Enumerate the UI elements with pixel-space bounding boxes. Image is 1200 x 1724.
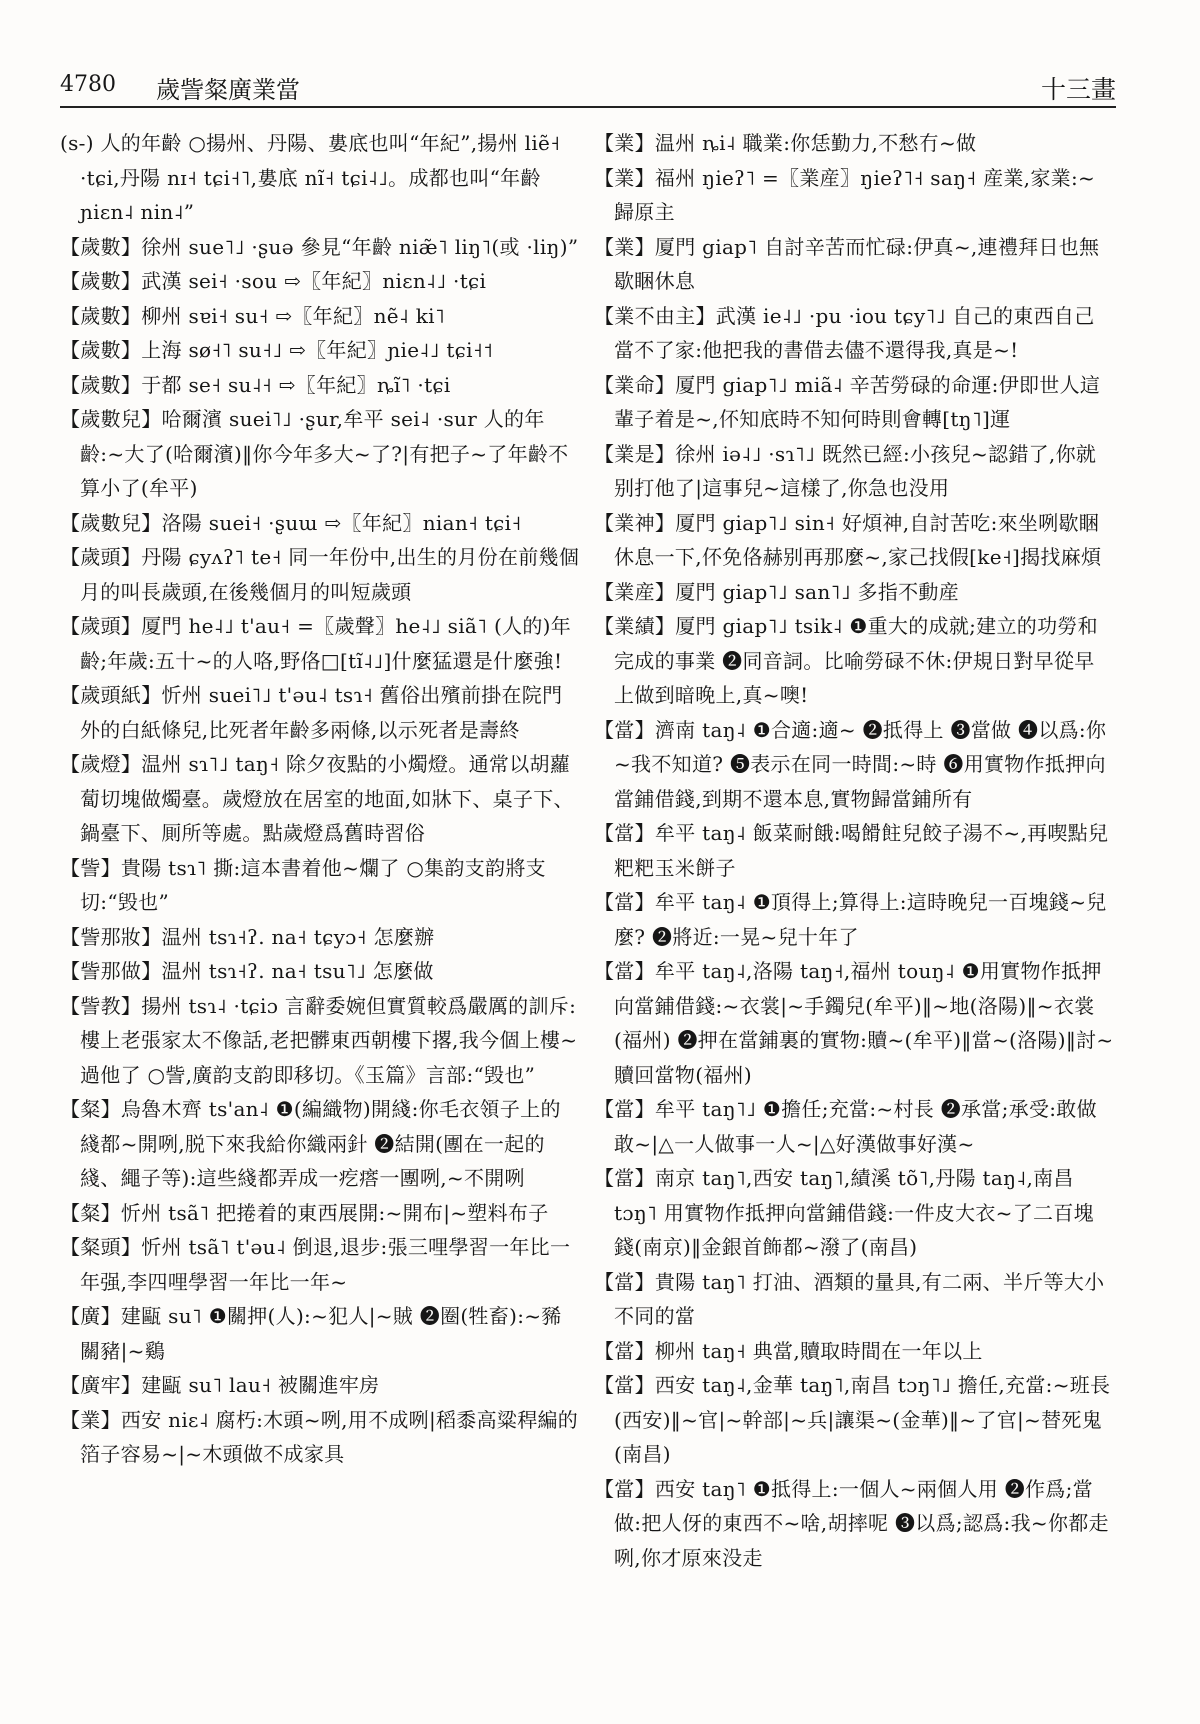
entry: 【歲數】徐州 sue˥˩ ·ʂuə 參見“年齡 niæ̃˥ liŋ˥(或 ·liŋ)”	[60, 234, 579, 259]
entry: 【歲頭】丹陽 ɕyʌʔ˥ te˧ 同一年份中,出生的月份在前幾個月的叫長歲頭,在後幾個月的叫短歲頭	[60, 545, 580, 604]
entry: 【當】南京 taŋ˥,西安 taŋ˥,績溪 tõ˥,丹陽 taŋ˨,南昌 tɔŋ˥ 用實物作抵押向當鋪借錢:一件皮大衣~了二百塊錢(南京)‖金銀首飾都~潑了(南昌)	[594, 1166, 1094, 1259]
entry: 【歲數兒】哈爾濱 suei˥˩ ·ʂur,牟平 sei˨ ·sur 人的年齡:~大了(哈爾濱)‖你今年多大~了?|有把子~了年齡不算小了(牟平)	[60, 407, 569, 500]
entry: 【粲頭】忻州 tsã˥ t'əu˨ 倒退,退步:張三哩學習一年比一年强,李四哩學習一年比一年~	[60, 1235, 571, 1294]
entry: 【訾】貴陽 tsɿ˥ 撕:這本書着他~爛了 ○集韵支韵將支切:“毁也”	[60, 855, 546, 914]
entry: 【當】牟平 taŋ˨ ❶頂得上;算得上:這時晚兒一百塊錢~兒麼? ❷將近:一晃~兒十年了	[594, 890, 1107, 949]
entry: 【廣】建甌 su˥ ❶關押(人):~犯人|~賊 ❷圈(牲畜):~豨關豬|~鷄	[60, 1304, 562, 1363]
entry: 【當】西安 taŋ˨,金華 taŋ˥,南昌 tɔŋ˥˩ 擔任,充當:~班長(西安)‖~官|~幹部|~兵|讓渠~(金華)‖~了官|~替死鬼(南昌)	[594, 1373, 1111, 1466]
entry: 【業績】厦門 giap˥˩ tsik˨ ❶重大的成就;建立的功勞和完成的事業 ❷同音詞。比喻勞碌不休:伊規日對早從早上做到暗晚上,真~噢!	[594, 614, 1098, 707]
entry: 【業神】厦門 giap˥˩ sin˧ 好煩神,自討苦吃:來坐咧歇睏休息一下,伓免佫赫别再那麼~,家己找假[ke˧]揭找麻煩	[594, 510, 1102, 569]
entry: 【當】柳州 taŋ˧ 典當,贖取時間在一年以上	[594, 1338, 983, 1363]
entry: 【歲數兒】洛陽 suei˧ ·ʂuɯ ⇨〖年紀〗nian˧ tɕi˧	[60, 510, 522, 535]
entry: 【粲】忻州 tsã˥ 把捲着的東西展開:~開布|~塑料布子	[60, 1200, 549, 1225]
entry: 【當】貴陽 taŋ˥ 打油、酒類的量具,有二兩、半斤等大小不同的當	[594, 1269, 1105, 1328]
entry: 【當】牟平 taŋ˥˩ ❶擔任;充當:~村長 ❷承當;承受:敢做敢~|△一人做事一人~|△好漢做事好漢~	[594, 1097, 1097, 1156]
entry: 【廣牢】建甌 su˥ lau˧ 被關進牢房	[60, 1373, 380, 1397]
entry: 【歲數】于都 se˧ su˨˧ ⇨〖年紀〗ȵĩ˥ ·tɕi	[60, 372, 451, 397]
entry: 【訾那做】温州 tsɿ˧ʔ. na˧ tsu˥˩ 怎麼做	[60, 959, 434, 983]
entry: 【歲頭紙】忻州 suei˥˩ t'əu˨ tsɿ˧ 舊俗出殯前掛在院門外的白紙條兒,比死者年齡多兩條,以示死者是壽終	[60, 683, 563, 742]
entry: 【業産】厦門 giap˥˩ san˥˩ 多指不動産	[594, 579, 960, 604]
entry: 【歲數】武漢 sei˧ ·sou ⇨〖年紀〗niɛn˨˩ ·tɕi	[60, 269, 487, 293]
entry: 【當】牟平 taŋ˨,洛陽 taŋ˧,福州 touŋ˨ ❶用實物作抵押向當鋪借錢:~衣裳|~手鐲兒(牟平)‖~地(洛陽)‖~衣裳(福州) ❷押在當鋪裏的實物:贖~(牟平)‖當~(洛陽)‖討~贖回當物(福州)	[594, 959, 1114, 1087]
entry: 【業是】徐州 iə˨˩ ·sɿ˥˩ 既然已經:小孩兒~認錯了,你就别打他了|這事兒~這樣了,你急也没用	[594, 441, 1097, 500]
header-rule	[60, 106, 1116, 108]
entry: 【粲】烏魯木齊 ts'an˨ ❶(編織物)開綫:你毛衣領子上的綫都~開咧,脱下來我給你織兩針 ❷結開(團在一起的綫、繩子等):這些綫都弄成一疙瘩一團咧,~不開咧	[60, 1097, 561, 1190]
entry: 【歲燈】温州 sɿ˥˩ taŋ˧ 除夕夜點的小燭燈。通常以胡蘿蔔切塊做燭臺。歲燈放在居室的地面,如牀下、桌子下、鍋臺下、厠所等處。點歲燈爲舊時習俗	[60, 752, 574, 845]
entry: 【訾教】揚州 tsɿ˨ ·tɕiɔ 言辭委婉但實質較爲嚴厲的訓斥:樓上老張家太不像話,老把髒東西朝樓下撂,我今個上樓~過他了 ○訾,廣韵支韵即移切。《玉篇》言部:“毁也”	[60, 993, 578, 1087]
section-label: 十三畫	[1040, 75, 1116, 104]
right-column	[594, 126, 1114, 1575]
entry: 【當】牟平 taŋ˨ 飯菜耐餓:喝餶飳兒餃子湯不~,再喫點兒粑粑玉米餅子	[594, 821, 1109, 880]
entry: 【當】濟南 taŋ˨ ❶合適:適~ ❷抵得上 ❸當做 ❹以爲:你~我不知道? ❺表示在同一時間:~時 ❻用實物作抵押向當鋪借錢,到期不還本息,實物歸當鋪所有	[594, 717, 1107, 811]
entry: 【業】西安 niɛ˨ 腐朽:木頭~咧,用不成咧|稻黍高粱稈編的箔子容易~|~木頭做不成家具	[60, 1407, 579, 1466]
page-header	[60, 70, 1116, 110]
entry: 【歲數】柳州 sɐi˧ su˧ ⇨〖年紀〗nẽ˨ ki˥	[60, 303, 446, 328]
entry: 【訾那妝】温州 tsɿ˧ʔ. na˧ tɕyɔ˧ 怎麼辦	[60, 924, 435, 949]
entry: 【歲數】上海 sø˧˥ su˧˩ ⇨〖年紀〗ɲie˨˩ tɕi˧˦	[60, 338, 494, 362]
entry-text: (s-) 人的年齡 ○揚州、丹陽、婁底也叫“年紀”,揚州 liẽ˧ ·tɕi,丹陽 nɪ˧ tɕi˧˥,婁底 nĩ˧ tɕi˨˩。成都也叫“年齡 ɲiɛn˨ nin˨”	[60, 131, 561, 224]
left-column	[60, 126, 580, 1472]
entry: 【業】温州 ȵi˨ 職業:你恁勤力,不愁冇~做	[594, 131, 977, 155]
running-title: 歲訾粲廣業當	[156, 76, 300, 104]
entry: 【當】西安 taŋ˥ ❶抵得上:一個人~兩個人用 ❷作爲;當做:把人伢的東西不~啥,胡摔呢 ❸以爲;認爲:我~你都走咧,你才原來没走	[594, 1476, 1109, 1570]
entry: 【業命】厦門 giap˥˩ miã˨ 辛苦勞碌的命運:伊即世人這輩子着是~,伓知底時不知何時則會轉[tŋ˥]運	[594, 372, 1101, 431]
entry: 【業】福州 ŋieʔ˥ =〖業産〗ŋieʔ˥˧ saŋ˧ 産業,家業:~歸原主	[594, 165, 1096, 224]
entry: 【歲頭】厦門 he˨˩ t'au˧ =〖歲聲〗he˨˩ siã˥ (人的)年齡;年歲:五十~的人咯,野佫□[tĩ˨˩]什麼猛還是什麼強!	[60, 614, 572, 673]
page-number: 4780	[60, 72, 116, 97]
entry: 【業不由主】武漢 ie˨˩ ·pu ·iou tɕy˥˩ 自己的東西自己當不了家:他把我的書借去儘不還得我,真是~!	[594, 303, 1095, 362]
entry: 【業】厦門 giap˥ 自討辛苦而忙碌:伊真~,連禮拜日也無歇睏休息	[594, 234, 1100, 293]
